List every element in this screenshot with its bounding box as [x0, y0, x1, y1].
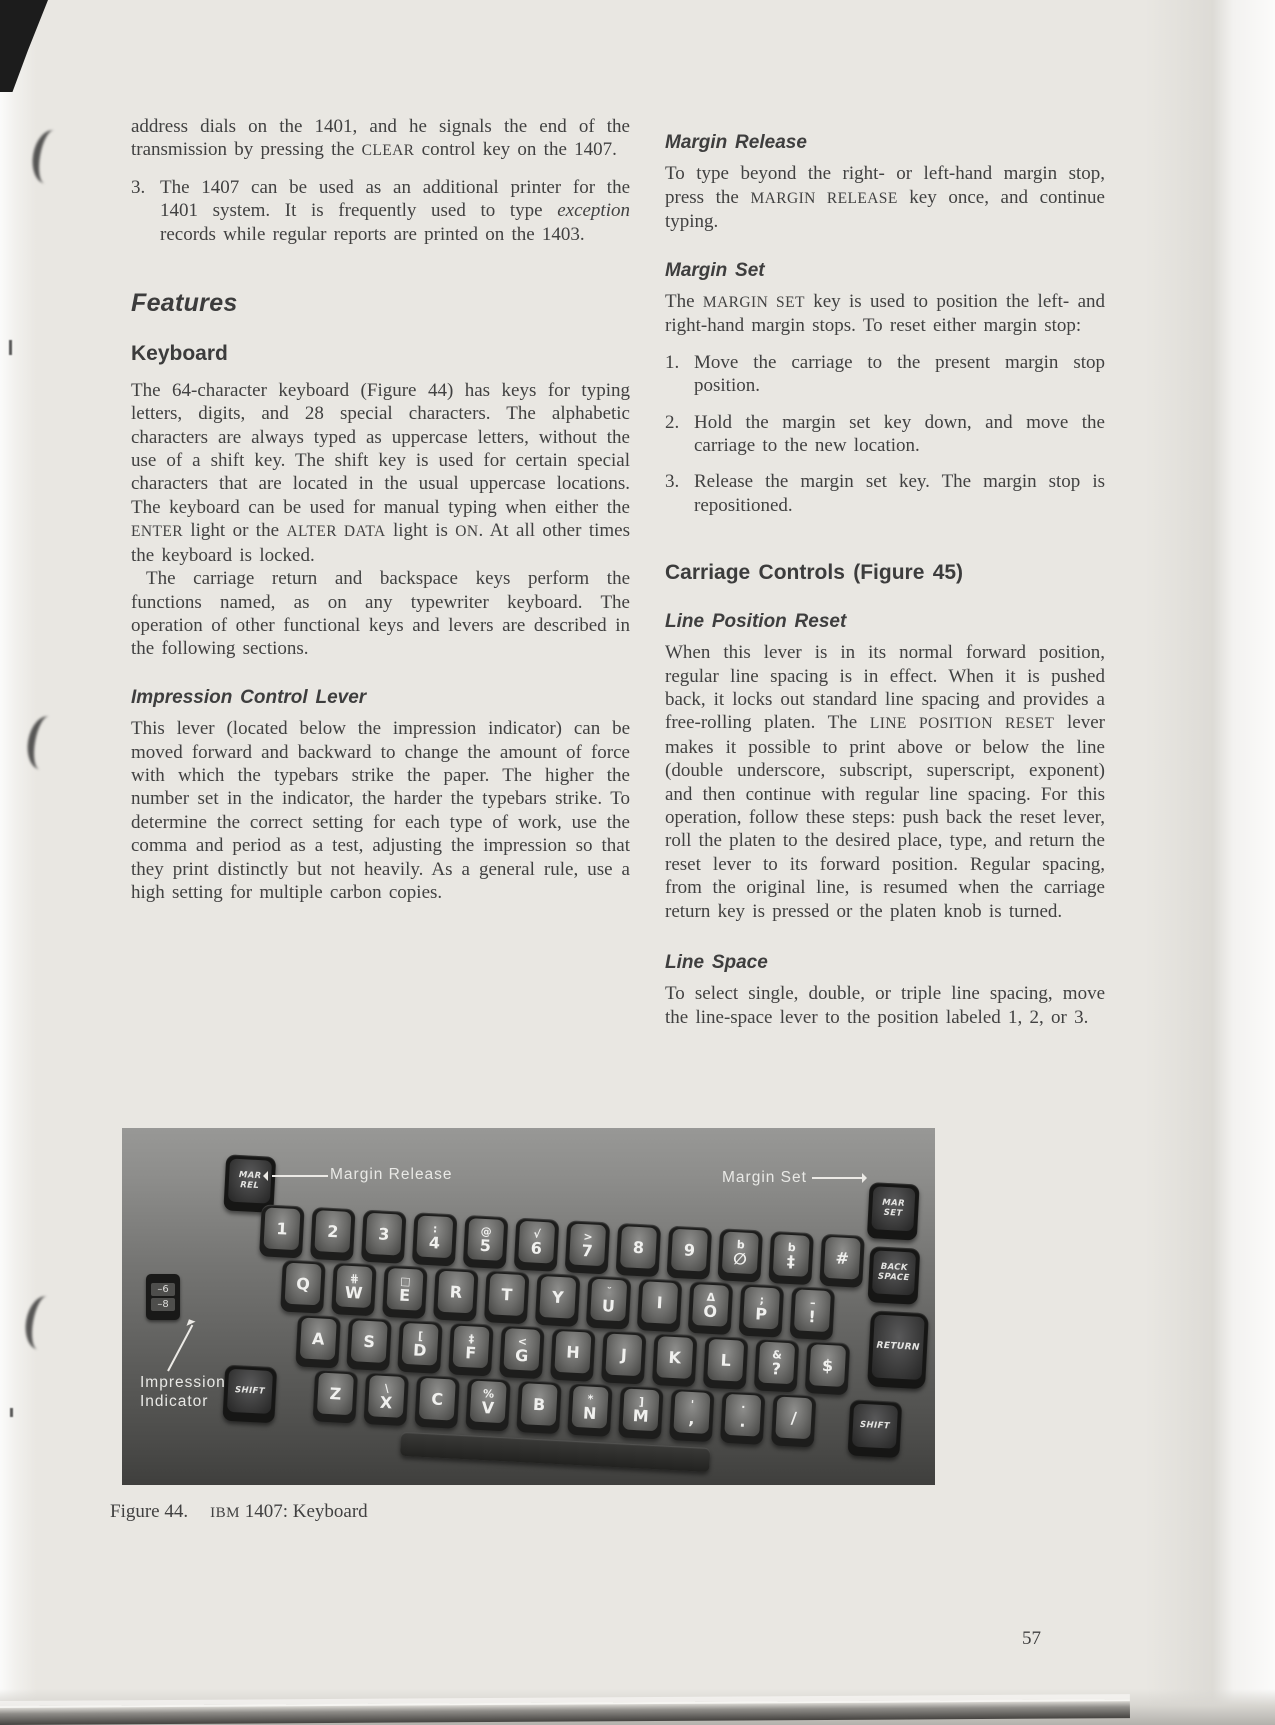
key-top-symbol: @ — [480, 1224, 492, 1238]
key-label: BACK — [880, 1261, 909, 1274]
keycap — [722, 1231, 759, 1274]
keycap — [590, 1279, 627, 1322]
text-segment: MARGIN RELEASE — [750, 189, 898, 207]
key-label: MAR — [882, 1197, 906, 1209]
margin-set-heading: Margin Set — [665, 259, 765, 281]
key-main-symbol: W — [344, 1282, 364, 1303]
key-main-symbol: O — [702, 1301, 718, 1321]
keycap — [419, 1378, 456, 1421]
key-main-symbol: ! — [807, 1306, 817, 1326]
key-main-symbol: Q — [295, 1273, 311, 1294]
key-main-symbol: J — [620, 1344, 628, 1365]
keycap — [453, 1326, 490, 1369]
key-main-symbol: D — [412, 1339, 427, 1360]
keycap — [386, 1268, 423, 1311]
scan-mark — [9, 340, 12, 355]
keycap — [437, 1271, 474, 1314]
key-top-symbol: ; — [759, 1292, 765, 1307]
left-column — [131, 115, 630, 904]
keycap — [671, 1229, 708, 1272]
key-%-V — [465, 1377, 511, 1431]
margin-set-arrowhead — [862, 1173, 867, 1183]
key-*-N — [567, 1383, 613, 1437]
figure-caption-label: Figure 44. — [110, 1501, 189, 1522]
paragraph-continuation — [131, 115, 630, 163]
key-:-4 — [412, 1212, 458, 1266]
key-main-symbol: L — [720, 1349, 732, 1370]
key-top-symbol: & — [771, 1347, 783, 1362]
keycap — [285, 1263, 322, 1306]
key-b-‡ — [768, 1231, 814, 1285]
key-main-symbol: G — [514, 1345, 529, 1365]
key-b-∅ — [717, 1228, 763, 1282]
key-main-symbol: T — [500, 1284, 513, 1304]
keycap — [402, 1323, 439, 1366]
key-@-5 — [463, 1215, 509, 1269]
list-item-text: Release the margin set key. The margin stop is repositioned. — [694, 471, 1105, 516]
margin-set-callout: Margin Set — [722, 1169, 807, 1186]
keycap — [521, 1383, 558, 1426]
key-1 — [259, 1204, 305, 1258]
list-item — [665, 351, 1105, 398]
list-item — [665, 411, 1105, 458]
key-main-symbol: $ — [821, 1355, 834, 1375]
key-top-symbol: b — [787, 1240, 797, 1254]
keycap — [572, 1386, 609, 1429]
key-top-symbol: ˘ — [606, 1284, 613, 1299]
key-L — [703, 1336, 749, 1390]
key-R — [433, 1267, 479, 1321]
page-number: 57 — [1022, 1628, 1041, 1649]
list-number: 3. — [665, 471, 680, 493]
key-label: SET — [883, 1207, 903, 1219]
key-top-symbol: b — [736, 1237, 746, 1252]
margin-release-arrow — [272, 1175, 328, 1177]
key-top-symbol: < — [517, 1334, 528, 1348]
margin-set-steps — [665, 351, 1105, 517]
keycap — [852, 1404, 898, 1449]
keyboard-heading: Keyboard — [131, 342, 228, 366]
list-number: 3. — [131, 176, 146, 198]
key-top-symbol: : — [432, 1221, 438, 1235]
key-main-symbol: N — [582, 1402, 597, 1423]
keycap — [569, 1223, 606, 1266]
keycap — [656, 1336, 693, 1379]
key-label: MAR — [238, 1170, 262, 1182]
keyboard-paragraph-2: The carriage return and backspace keys perform the functions named, as on any typewriter keyboard. The operation of other functional keys and levers are described in the following sections. — [131, 568, 630, 660]
key-top-symbol: ‡ — [468, 1331, 475, 1346]
key-main-symbol: I — [656, 1292, 664, 1312]
list-number: 1. — [665, 351, 680, 373]
key-main-symbol: Z — [329, 1383, 342, 1404]
key-Z — [312, 1369, 358, 1423]
key-S — [346, 1317, 392, 1371]
list-item — [665, 470, 1105, 517]
keycap — [641, 1281, 678, 1324]
impression-control-lever-heading: Impression Control Lever — [131, 686, 367, 708]
list-item-text — [160, 177, 630, 245]
text-segment: ENTER — [131, 523, 183, 541]
key-K — [652, 1333, 698, 1387]
key-main-symbol: F — [464, 1342, 477, 1363]
text-segment: The 1407 can be used as an additional printer for the 1401 system. It is frequently used to type — [160, 176, 630, 222]
text-segment: ON — [455, 523, 479, 541]
text-segment: key once, and continue typing. — [665, 186, 1105, 233]
key-3 — [361, 1210, 407, 1264]
text-segment: lever makes it possible to print above or below the line (double underscore, subscript, superscript, exponent) and then continue with regular line spacing. For this operation, follow these steps: push back the reset lever, roll the platen to the desired place, type, and return the reset lever to its forward position. Regular spacing, from the original line, is resumed when the carriage return key is pressed or the platen knob is turned. — [665, 712, 1105, 922]
key-main-symbol: , — [688, 1408, 696, 1428]
list-item-3 — [131, 176, 630, 246]
keycap — [314, 1210, 351, 1253]
keycap — [416, 1215, 453, 1258]
text-segment: light or the — [182, 520, 287, 542]
list-item-text: Move the carriage to the present margin stop position. — [694, 351, 1105, 397]
key-⋕-W — [331, 1262, 377, 1316]
text-segment: ALTER DATA — [286, 523, 386, 541]
key-'-, — [669, 1388, 715, 1442]
key-main-symbol: P — [754, 1303, 768, 1324]
key-main-symbol: R — [449, 1281, 463, 1302]
page-left-edge — [0, 0, 36, 1725]
margin-release-arrowhead — [263, 1171, 268, 1181]
key-margin-set — [867, 1182, 920, 1241]
key-□-E — [382, 1265, 428, 1319]
key-# — [819, 1234, 865, 1288]
keycap — [503, 1328, 540, 1371]
key-main-symbol: # — [835, 1247, 850, 1268]
key-J — [601, 1330, 647, 1384]
keycap — [824, 1237, 861, 1280]
key-<-G — [499, 1325, 545, 1379]
key-·-. — [720, 1391, 766, 1445]
key-top-symbol: [ — [417, 1329, 424, 1343]
key-]-M — [618, 1385, 664, 1439]
text-segment: . At all other times the keyboard is locked. — [131, 520, 630, 566]
keycap — [622, 1388, 659, 1431]
impression-indicator-arrowhead — [184, 1317, 195, 1326]
key-\-X — [363, 1372, 409, 1426]
key->-7 — [565, 1220, 611, 1274]
text-segment: To type beyond the right- or left-hand margin stop, press the — [665, 163, 1105, 208]
key-label: SHIFT — [234, 1384, 266, 1397]
keycap — [467, 1218, 504, 1261]
keycap — [539, 1276, 576, 1319]
keycap — [794, 1289, 831, 1332]
key-main-symbol: S — [362, 1331, 376, 1351]
key-top-symbol: √ — [533, 1227, 542, 1241]
keyboard-paragraph-1 — [131, 379, 630, 567]
impression-indicator-arrow — [167, 1325, 193, 1372]
key-top-symbol: * — [587, 1392, 594, 1406]
key-9 — [666, 1226, 712, 1280]
margin-release-heading: Margin Release — [665, 132, 807, 153]
key-–-! — [789, 1286, 835, 1340]
keycap — [488, 1273, 525, 1316]
features-heading: Features — [131, 289, 238, 318]
margin-release-paragraph — [665, 162, 1105, 233]
key-label: REL — [239, 1179, 260, 1191]
keycap — [470, 1380, 507, 1423]
key-top-symbol: \ — [384, 1381, 390, 1395]
margin-release-callout: Margin Release — [330, 1166, 453, 1183]
figure-caption-ibm: IBM — [210, 1505, 240, 1521]
keycap — [368, 1375, 405, 1418]
impression-paragraph: This lever (located below the impression indicator) can be moved forward and backward to change the amount of force with which the typebars strike the paper. The higher the number set in the indicator, the harder the typebars strike. To determine the correct setting for each type of work, use the comma and period as a test, adjusting the impression so that they print distinctly but not heavily. As a general rule, use a high setting for multiple carbon copies. — [131, 718, 630, 903]
text-segment: control key on the 1407. — [414, 139, 617, 161]
key-Y — [535, 1273, 581, 1327]
key-/ — [771, 1393, 817, 1447]
key-top-symbol: % — [482, 1386, 495, 1401]
keycap — [773, 1234, 810, 1277]
key-main-symbol: K — [668, 1347, 682, 1367]
carriage-controls-heading: Carriage Controls (Figure 45) — [665, 561, 964, 585]
keycap — [365, 1213, 402, 1256]
key-I — [637, 1278, 683, 1332]
key-top-symbol: · — [740, 1400, 746, 1414]
keycap — [692, 1284, 729, 1327]
key-main-symbol: M — [632, 1405, 650, 1426]
indicator-value: –6 — [151, 1283, 175, 1296]
key-$ — [805, 1341, 851, 1395]
key-;-P — [739, 1283, 785, 1337]
keycap — [673, 1391, 710, 1434]
figure-caption-text: 1407: Keyboard — [239, 1501, 368, 1522]
key-main-symbol: 9 — [683, 1239, 696, 1260]
key-main-symbol: 2 — [326, 1221, 339, 1241]
keycap — [724, 1394, 761, 1437]
line-position-reset-paragraph — [665, 641, 1105, 923]
page-right-edge — [1145, 0, 1275, 1725]
figure-caption — [110, 1501, 368, 1523]
key-main-symbol: 1 — [275, 1218, 289, 1239]
margin-set-paragraph — [665, 290, 1105, 338]
keycap — [228, 1159, 272, 1204]
text-segment: records while regular reports are printed on the 1403. — [160, 223, 585, 245]
key-return — [867, 1310, 929, 1389]
key-main-symbol: ∅ — [732, 1248, 748, 1269]
list-item-text: Hold the margin set key down, and move the carriage to the new location. — [694, 411, 1105, 457]
key-main-symbol: 8 — [632, 1237, 645, 1257]
text-segment: The 64-character keyboard (Figure 44) has keys for typing letters, digits, and 28 special characters. The alphabetic characters are always typed as uppercase letters, without the use of a shift key. The shift key is used for certain special characters that are located in the usual uppercase locations. The keyboard can be used for manual typing when either the — [131, 379, 630, 518]
key-C — [414, 1375, 460, 1429]
key-˘-U — [586, 1275, 632, 1329]
key-main-symbol: / — [790, 1407, 798, 1428]
text-segment: light is — [385, 520, 456, 542]
key-main-symbol: H — [565, 1341, 581, 1362]
keycap — [518, 1221, 555, 1264]
figure-44-keyboard-photo — [122, 1128, 935, 1485]
keycap — [605, 1334, 642, 1377]
key-main-symbol: U — [601, 1295, 616, 1316]
margin-set-arrow — [812, 1177, 864, 1179]
keycap — [554, 1331, 591, 1374]
key-Δ-O — [688, 1281, 734, 1335]
right-column — [665, 131, 1105, 1029]
keycap — [300, 1318, 337, 1361]
key-main-symbol: X — [379, 1392, 393, 1412]
keyboard — [193, 1149, 935, 1485]
scan-mark — [10, 1408, 13, 1417]
key-top-symbol: ⋕ — [349, 1271, 360, 1285]
impression-indicator — [146, 1274, 180, 1320]
list-number: 2. — [665, 411, 680, 433]
keycap — [336, 1265, 373, 1308]
key-top-symbol: ] — [638, 1394, 645, 1409]
key-√-6 — [514, 1218, 560, 1272]
key-main-symbol: ‡ — [786, 1251, 796, 1271]
key-main-symbol: C — [430, 1388, 444, 1409]
key-label: RETURN — [876, 1340, 921, 1353]
indicator-value: –8 — [151, 1298, 175, 1311]
key-top-symbol: > — [583, 1229, 593, 1244]
key-main-symbol: V — [481, 1397, 495, 1418]
key-main-symbol: E — [398, 1285, 411, 1305]
line-position-reset-heading: Line Position Reset — [665, 610, 847, 632]
keycap — [758, 1342, 795, 1385]
key-main-symbol: A — [311, 1328, 325, 1349]
text-segment: address dials on the 1401, and he signals the end of the transmission by pressing the — [131, 116, 630, 161]
text-segment: MARGIN SET — [702, 294, 805, 312]
key-2 — [310, 1207, 356, 1261]
text-segment: LINE POSITION RESET — [869, 715, 1055, 733]
key-[-D — [397, 1320, 443, 1374]
keycap — [809, 1344, 846, 1387]
key-main-symbol: Y — [551, 1287, 565, 1307]
key-‡-F — [448, 1322, 494, 1376]
key-Q — [280, 1259, 326, 1313]
key-main-symbol: 3 — [377, 1223, 390, 1244]
key-top-symbol: – — [809, 1295, 816, 1309]
key-top-symbol: ' — [690, 1397, 695, 1411]
keycap — [871, 1186, 915, 1231]
key-A — [295, 1314, 341, 1368]
text-segment: key is used to position the left- and right-hand margin stops. To reset either margin stop: — [665, 291, 1105, 337]
key-B — [516, 1380, 562, 1434]
keycap — [743, 1287, 780, 1330]
key-H — [550, 1328, 596, 1382]
key-shift-right — [847, 1399, 902, 1458]
impression-indicator-callout: Impression Indicator — [140, 1374, 226, 1410]
keycap — [620, 1226, 657, 1269]
key-main-symbol: B — [532, 1394, 546, 1414]
key-top-symbol: Δ — [706, 1290, 716, 1304]
keycap — [775, 1396, 812, 1439]
keycap — [317, 1372, 354, 1415]
key-T — [484, 1270, 530, 1324]
keycap — [263, 1207, 300, 1250]
text-segment: When this lever is in its normal forward position, regular line spacing is in effect. When it is pushed back, it locks out standard line spacing and provides a free-rolling platen. The — [665, 642, 1105, 734]
line-space-paragraph: To select single, double, or triple line spacing, move the line-space lever to the position labeled 1, 2, or 3. — [665, 983, 1105, 1028]
key-top-symbol: □ — [399, 1274, 411, 1288]
key-back-space — [867, 1246, 920, 1305]
keycap — [351, 1320, 388, 1363]
key-&-? — [754, 1338, 800, 1392]
keycap — [707, 1339, 744, 1382]
key-main-symbol: 4 — [428, 1232, 441, 1253]
text-segment: The — [665, 291, 703, 313]
key-main-symbol: 5 — [479, 1235, 492, 1255]
key-label: SPACE — [877, 1271, 911, 1283]
line-space-heading: Line Space — [665, 951, 768, 973]
keycap — [872, 1250, 916, 1295]
key-main-symbol: 6 — [530, 1237, 543, 1258]
key-label: SHIFT — [859, 1419, 891, 1432]
key-main-symbol: . — [739, 1411, 747, 1431]
text-segment: exception — [557, 200, 630, 222]
key-8 — [616, 1223, 662, 1277]
text-segment: CLEAR — [361, 142, 415, 160]
key-main-symbol: ? — [771, 1358, 782, 1379]
key-main-symbol: 7 — [581, 1240, 594, 1261]
keycap — [872, 1314, 925, 1380]
